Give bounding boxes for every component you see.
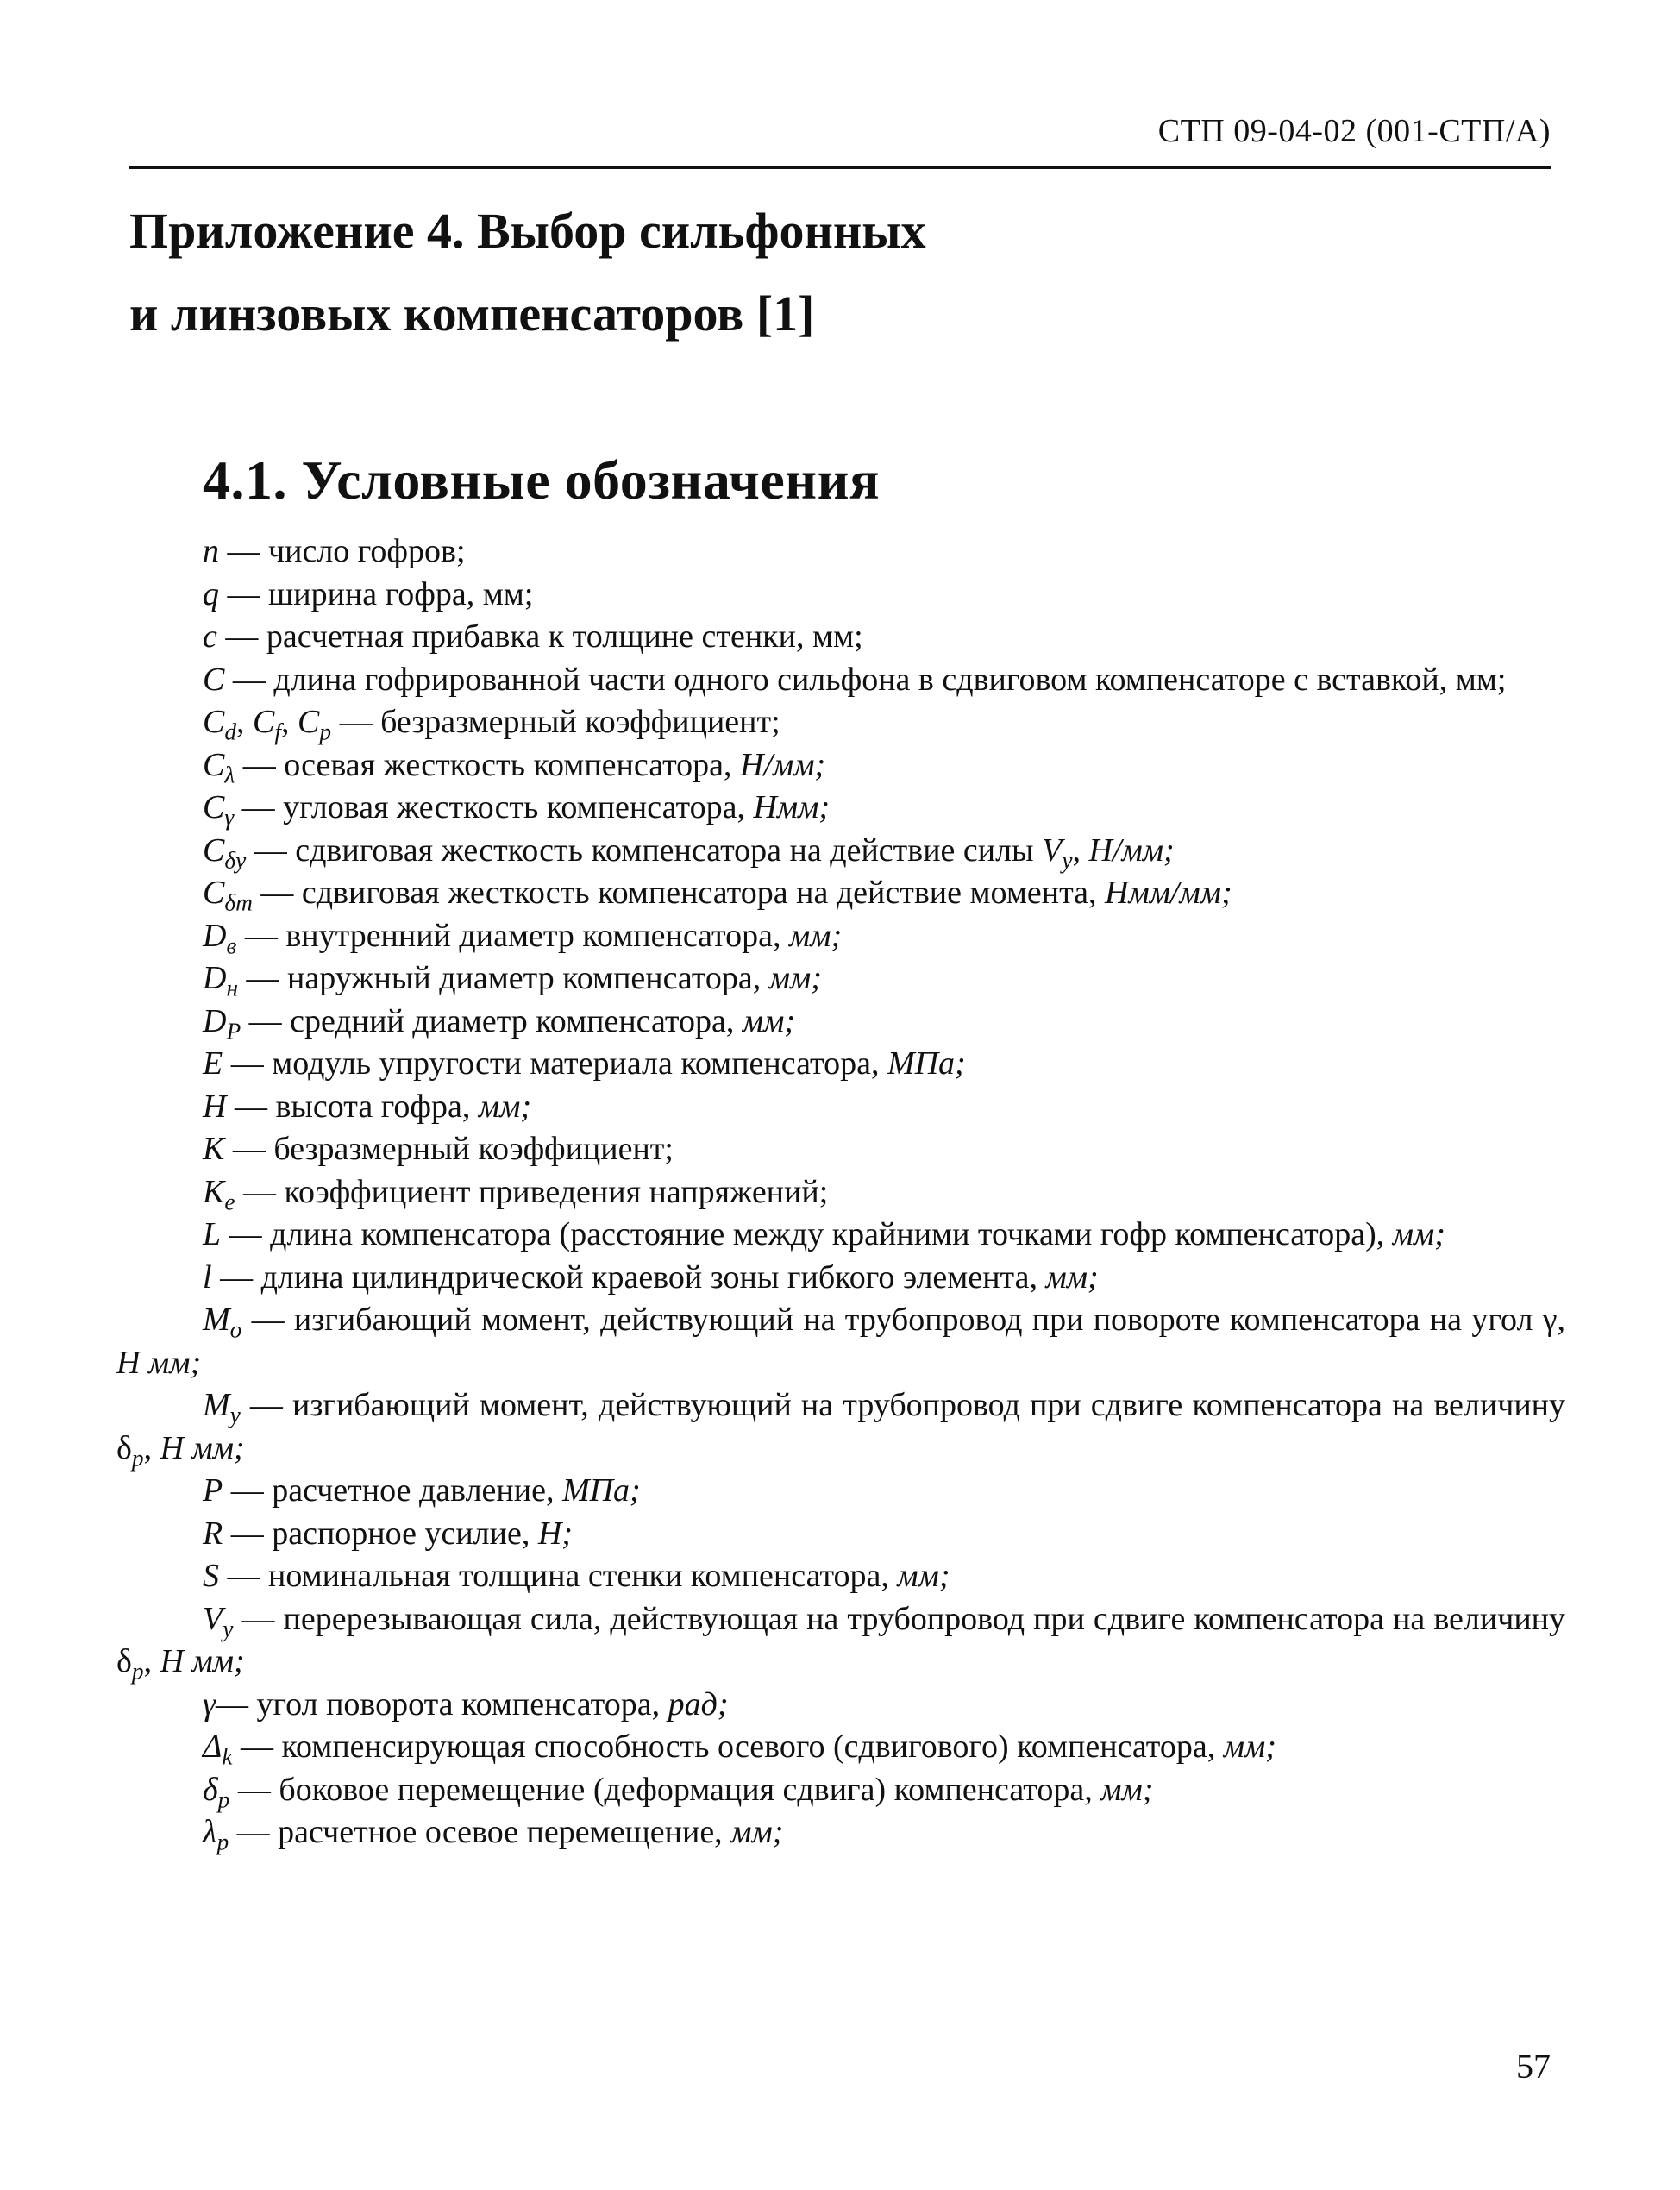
definition-separator: ,: [281, 704, 298, 740]
definition-unit: мм;: [1223, 1729, 1276, 1765]
definition-subscript: f: [274, 718, 282, 745]
definition-subscript: d: [224, 718, 237, 745]
definition-subscript: δy: [224, 847, 247, 874]
definition-inline-subscript: y: [1062, 847, 1073, 874]
definition-symbol: C: [203, 704, 225, 740]
definition-item: [116, 1684, 1565, 1727]
definition-item: [116, 1726, 1565, 1769]
definition-symbol: D: [203, 960, 227, 996]
section-title: 4.1. Условные обозначения: [203, 449, 881, 511]
definition-item: [116, 616, 1565, 659]
definition-symbol: V: [203, 1600, 223, 1637]
definition-symbol: C: [253, 704, 275, 740]
definition-item: [116, 1513, 1565, 1556]
definition-item: [116, 872, 1565, 915]
definition-symbol: R: [203, 1515, 223, 1552]
definition-text: — расчетная прибавка к толщине стенки, мм;: [216, 618, 863, 655]
definition-text: — распорное усилие,: [223, 1515, 538, 1552]
definition-unit: Н/мм;: [1088, 831, 1175, 869]
definition-item: [116, 574, 1565, 617]
definition-item: [116, 744, 1565, 788]
definition-unit: Н мм;: [160, 1643, 245, 1679]
appendix-title-line1: Приложение 4. Выбор сильфонных: [129, 203, 926, 259]
definition-subscript: p: [319, 718, 332, 745]
definition-symbol: n: [203, 533, 219, 569]
definition-text: — боковое перемещение (деформация сдвига) компенсатора,: [229, 1771, 1101, 1808]
definition-text: — угловая жесткость компенсатора,: [234, 789, 754, 825]
definition-symbol: S: [203, 1558, 219, 1594]
definition-item: [116, 830, 1565, 873]
definition-symbol: λ: [203, 1814, 217, 1850]
definition-text: — высота гофра,: [226, 1088, 479, 1125]
definition-text: — сдвиговая жесткость компенсатора на действие силы: [246, 831, 1043, 869]
definition-symbol: γ: [203, 1685, 216, 1723]
definition-symbol: M: [203, 1302, 230, 1338]
definition-text: — безразмерный коэффициент;: [224, 1131, 674, 1167]
definition-symbol: C: [203, 831, 225, 869]
definition-symbol: K: [203, 1131, 225, 1167]
definition-symbol: l: [203, 1258, 212, 1296]
definition-text: — наружный диаметр компенсатора,: [238, 960, 769, 996]
appendix-title-line2: и линзовых компенсаторов [1]: [129, 286, 815, 342]
definition-text: — коэффициент приведения напряжений;: [235, 1173, 829, 1210]
definition-text: — изгибающий момент, действующий на трубопровод при сдвиге компенсатора на величину δ: [116, 1387, 1565, 1466]
definition-item: [116, 787, 1565, 830]
page-number: 57: [1516, 2047, 1551, 2086]
definition-text: — внутренний диаметр компенсатора,: [236, 917, 789, 954]
definition-text: — средний диаметр компенсатора,: [241, 1002, 743, 1039]
definition-unit: Нмм;: [753, 789, 831, 825]
definition-item: [116, 1128, 1565, 1171]
definition-text: — сдвиговая жесткость компенсатора на действие момента,: [252, 875, 1106, 911]
definition-subscript: λ: [224, 762, 235, 788]
definition-symbol: P: [203, 1472, 223, 1509]
definition-inline-subscript: p: [131, 1445, 144, 1472]
definition-subscript: P: [226, 1018, 241, 1045]
definition-inline-symbol: V: [1042, 831, 1063, 869]
definition-text: — длина цилиндрической краевой зоны гибкого элемента,: [211, 1258, 1046, 1296]
definition-symbol: C: [203, 746, 225, 783]
definitions-list: [116, 530, 1565, 1854]
definition-item: [116, 1001, 1565, 1044]
definition-item: [116, 1171, 1565, 1214]
definition-text: — компенсирующая способность осевого (сдвигового) компенсатора,: [232, 1729, 1224, 1765]
definition-text: — изгибающий момент, действующий на трубопровод при повороте компенсатора на угол γ,: [241, 1302, 1565, 1338]
definition-unit: Н;: [537, 1515, 573, 1552]
definition-symbol: M: [203, 1387, 230, 1423]
definition-text: — угол поворота компенсатора,: [215, 1685, 668, 1723]
appendix-title: [129, 190, 926, 355]
definition-item: [116, 915, 1565, 958]
definition-symbol: L: [203, 1216, 222, 1252]
definition-text: — число гофров;: [219, 533, 466, 569]
definition-symbol: E: [203, 1045, 223, 1082]
definition-text: — расчетное осевое перемещение,: [229, 1814, 731, 1850]
definition-subscript: k: [222, 1743, 233, 1770]
definition-unit: мм;: [1100, 1771, 1154, 1808]
definition-subscript: γ: [224, 804, 235, 831]
definition-separator: ,: [143, 1643, 160, 1679]
definition-unit: Н мм;: [116, 1344, 202, 1381]
definition-unit: мм;: [897, 1558, 950, 1594]
definition-subscript: o: [229, 1316, 242, 1343]
definition-item: [116, 1555, 1565, 1598]
definition-text: — ширина гофра, мм;: [219, 575, 534, 612]
definition-unit: мм;: [478, 1088, 532, 1125]
definition-unit: мм;: [1045, 1258, 1099, 1296]
definition-unit: рад;: [668, 1685, 729, 1723]
definition-unit: МПа;: [561, 1472, 641, 1509]
definition-item: [116, 1214, 1565, 1257]
definition-text: — номинальная толщина стенки компенсатора,: [219, 1558, 898, 1594]
definition-text: — длина гофрированной части одного сильфона в сдвиговом компенсаторе с вставкой, мм;: [224, 661, 1507, 698]
definition-symbol: Δ: [203, 1729, 223, 1765]
definition-subscript: δm: [224, 889, 253, 916]
definition-inline-subscript: p: [131, 1658, 144, 1685]
definition-unit: МПа;: [887, 1045, 966, 1082]
definition-text: — осевая жесткость компенсатора,: [235, 746, 741, 783]
definition-separator: ,: [143, 1429, 160, 1466]
definition-unit: мм;: [1392, 1216, 1445, 1252]
definition-text: — перерезывающая сила, действующая на трубопровод при сдвиге компенсатора на величину δ: [116, 1600, 1565, 1679]
document-code: СТП 09-04-02 (001-СТП/А): [1157, 113, 1551, 149]
definition-separator: ,: [1072, 831, 1089, 869]
definition-symbol: H: [203, 1088, 227, 1125]
definition-item: [116, 1043, 1565, 1086]
definition-symbol: C: [203, 875, 225, 911]
definition-item: [116, 1257, 1565, 1300]
definition-item: [116, 1769, 1565, 1812]
definition-subscript: p: [216, 1829, 229, 1855]
definition-subscript: y: [223, 1616, 234, 1642]
definition-symbol: C: [298, 704, 320, 740]
definition-unit: мм;: [730, 1814, 784, 1850]
definition-unit: Н/мм;: [740, 746, 826, 783]
definition-symbol: C: [203, 661, 225, 698]
definition-subscript: p: [217, 1786, 230, 1813]
definition-symbol: C: [203, 789, 225, 825]
definition-symbol: c: [203, 618, 217, 655]
definition-subscript: y: [229, 1402, 241, 1428]
definition-item: [116, 1811, 1565, 1854]
header-divider: [129, 166, 1551, 169]
definition-symbol: K: [203, 1173, 225, 1210]
definition-subscript: в: [226, 932, 237, 959]
definition-unit: Н мм;: [160, 1429, 245, 1466]
definition-item: [116, 1470, 1565, 1513]
definition-symbol: q: [203, 575, 219, 612]
definition-item: [116, 957, 1565, 1001]
definition-symbol: D: [203, 917, 227, 954]
definition-item: [116, 701, 1565, 744]
definition-unit: Нмм/мм;: [1105, 875, 1232, 911]
definition-unit: мм;: [768, 960, 822, 996]
definition-item: [116, 530, 1565, 574]
definition-item: [116, 1384, 1565, 1470]
definition-separator: ,: [236, 704, 254, 740]
definition-item: [116, 1086, 1565, 1129]
definition-text: — безразмерный коэффициент;: [331, 704, 780, 740]
definition-symbol: D: [203, 1002, 227, 1039]
definition-item: [116, 659, 1565, 702]
definition-unit: мм;: [742, 1002, 795, 1039]
definition-item: [116, 1598, 1565, 1684]
definition-symbol: δ: [203, 1771, 218, 1808]
definition-subscript: н: [226, 975, 239, 1001]
definition-item: [116, 1299, 1565, 1384]
definition-text: — модуль упругости материала компенсатора,: [223, 1045, 887, 1082]
definition-text: — расчетное давление,: [223, 1472, 562, 1509]
definition-subscript: e: [224, 1189, 235, 1215]
definition-text: — длина компенсатора (расстояние между крайними точками гофр компенсатора),: [221, 1216, 1393, 1252]
definition-unit: мм;: [789, 917, 843, 954]
